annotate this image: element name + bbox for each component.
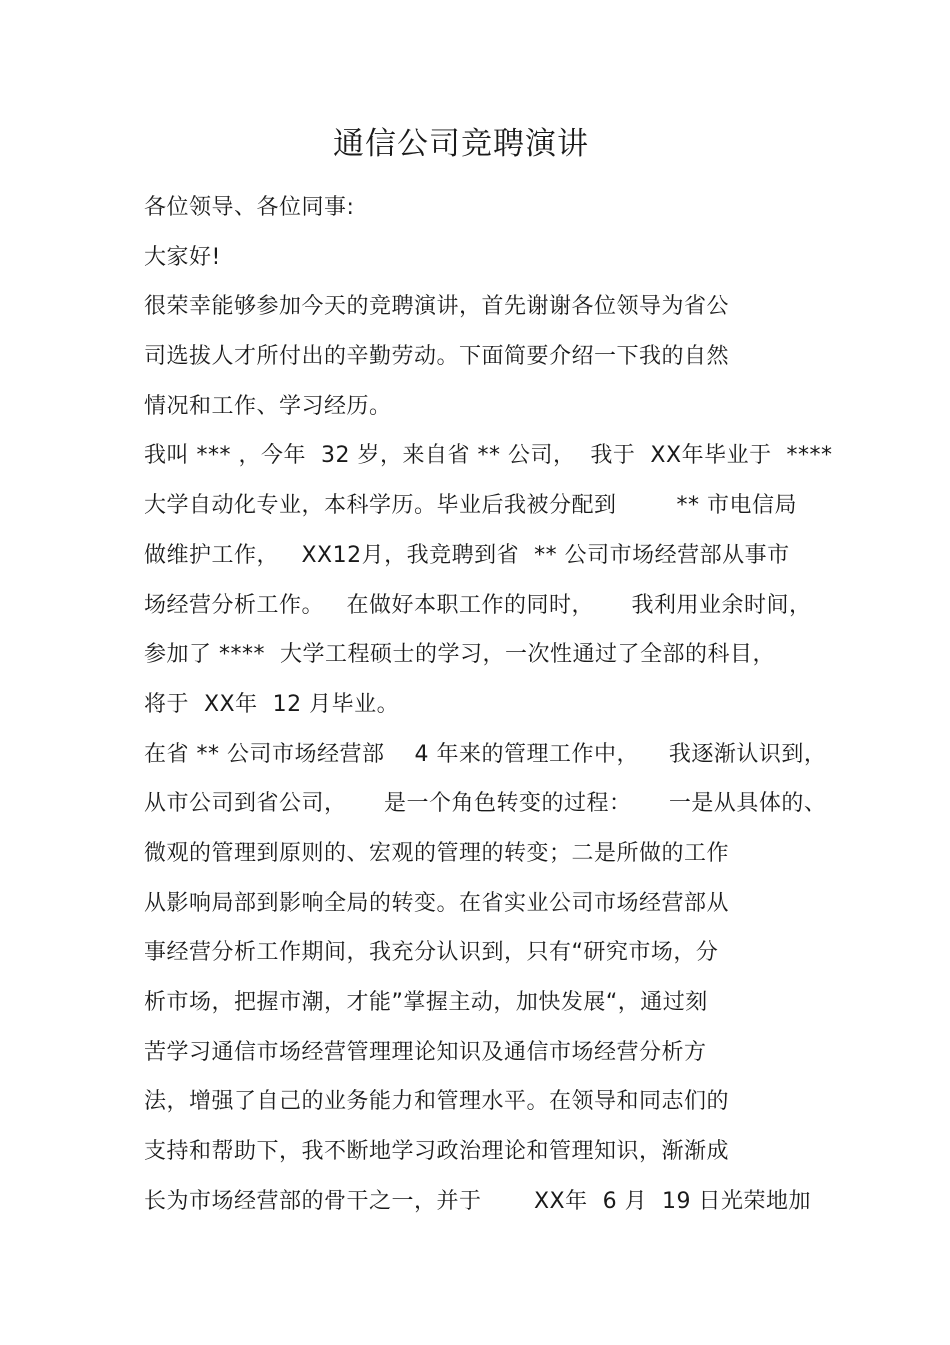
text-line: 做维护工作， XX12月，我竞聘到省 ** 公司市场经营部从事市	[144, 542, 790, 568]
text-line: 长为市场经营部的骨干之一，并于 XX年 6 月 19 日光荣地加	[144, 1188, 812, 1214]
text-line: 从市公司到省公司， 是一个角色转变的过程： 一是从具体的、	[144, 791, 827, 817]
text-line: 析市场，把握市潮，才能”掌握主动，加快发展“，通过刻	[144, 990, 708, 1015]
text-line: 情况和工作、学习经历。	[144, 393, 392, 419]
text-line: 微观的管理到原则的、宏观的管理的转变；二是所做的工作	[144, 840, 730, 866]
text-line: 在省 ** 公司市场经营部 4 年来的管理工作中， 我逐渐认识到，	[144, 741, 827, 767]
text-line: 苦学习通信市场经营管理理论知识及通信市场经营分析方	[144, 1039, 707, 1065]
text-line: 场经营分析工作。 在做好本职工作的同时， 我利用业余时间，	[144, 592, 812, 618]
text-line: 事经营分析工作期间，我充分认识到，只有“研究市场，分	[144, 940, 719, 966]
text-line: 支持和帮助下，我不断地学习政治理论和管理知识，渐渐成	[144, 1139, 730, 1165]
text-line: 将于 XX年 12 月毕业。	[144, 691, 400, 717]
text-line: 大家好!	[144, 244, 221, 270]
document-title: 通信公司竞聘演讲	[333, 126, 589, 162]
text-line: 我叫 *** ，今年 32 岁，来自省 ** 公司， 我于 XX年毕业于 ****	[144, 443, 833, 469]
document-body	[144, 183, 844, 1226]
text-line: 参加了 **** 大学工程硕士的学习，一次性通过了全部的科目，	[144, 642, 775, 668]
text-line: 司选拔人才所付出的辛勤劳动。下面简要介绍一下我的自然	[144, 344, 730, 370]
text-line: 法，增强了自己的业务能力和管理水平。在领导和同志们的	[144, 1089, 730, 1115]
text-line: 从影响局部到影响全局的转变。在省实业公司市场经营部从	[144, 890, 730, 916]
text-line: 大学自动化专业，本科学历。毕业后我被分配到 ** 市电信局	[144, 493, 797, 519]
text-line: 各位领导、各位同事:	[144, 195, 355, 220]
text-line: 很荣幸能够参加今天的竞聘演讲，首先谢谢各位领导为省公	[144, 294, 730, 320]
